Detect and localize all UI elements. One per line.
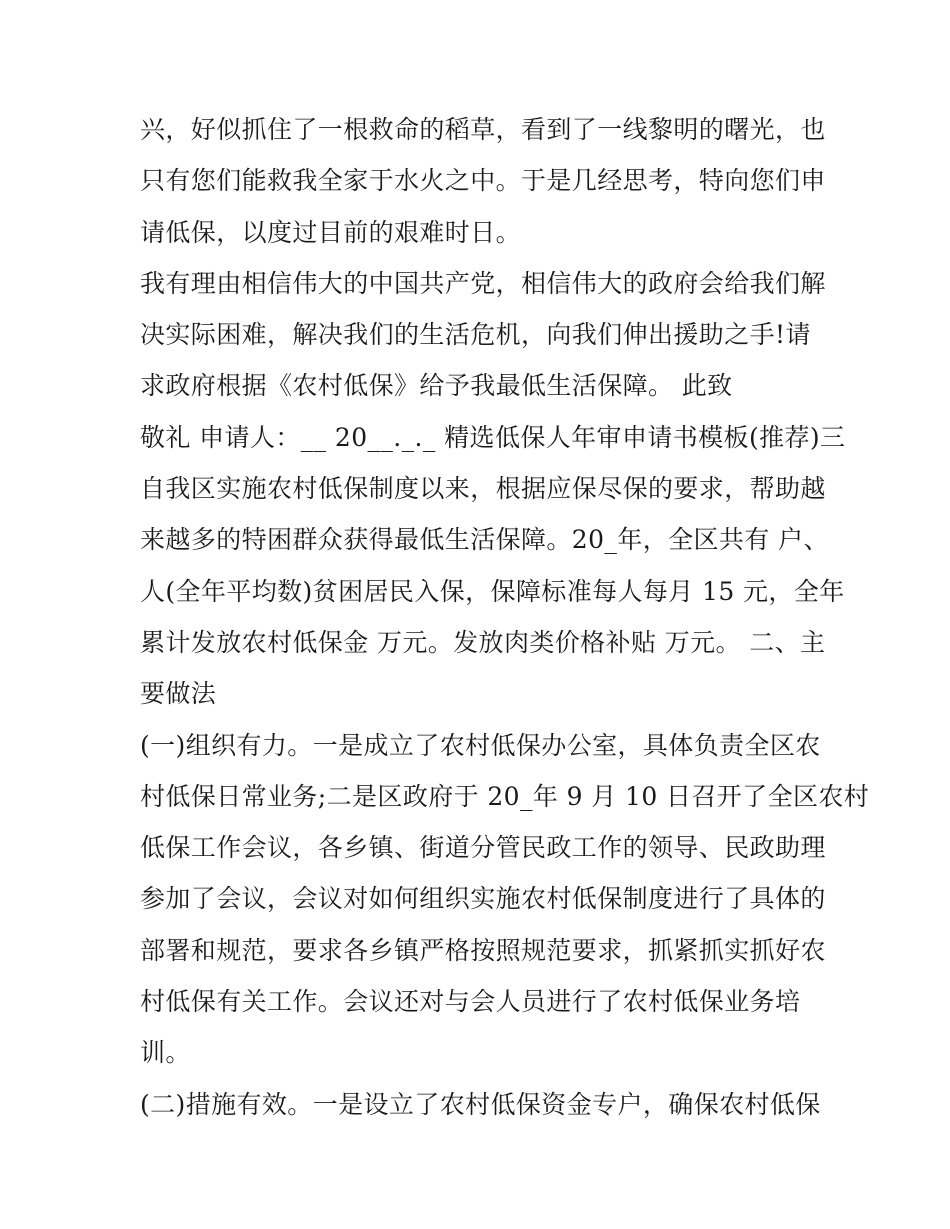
text-line: (二)措施有效。一是设立了农村低保资金专户，确保农村低保 <box>140 1089 821 1119</box>
text-line: 村低保日常业务;二是区政府于 20_年 9 月 10 日召开了全区农村 <box>140 781 870 811</box>
text-line: 部署和规范，要求各乡镇严格按照规范要求，抓紧抓实抓好农 <box>140 935 826 965</box>
document-body <box>140 104 870 1130</box>
text-line: 村低保有关工作。会议还对与会人员进行了农村低保业务培 <box>140 987 801 1017</box>
text-line: 来越多的特困群众获得最低生活保障。20_年，全区共有 户、 <box>140 525 829 555</box>
text-line: 敬礼 申请人：__ 20__._._ 精选低保人年审申请书模板(推荐)三 <box>140 422 846 452</box>
text-line: 自我区实施农村低保制度以来，根据应保尽保的要求，帮助越 <box>140 474 826 504</box>
text-line: (一)组织有力。一是成立了农村低保办公室，具体负责全区农 <box>140 730 821 760</box>
text-line: 只有您们能救我全家于水火之中。于是几经思考，特向您们申 <box>140 166 826 196</box>
text-line: 训。 <box>140 1038 191 1068</box>
text-line: 要做法 <box>140 679 217 709</box>
text-line: 累计发放农村低保金 万元。发放肉类价格补贴 万元。 二、主 <box>140 627 826 657</box>
text-line: 人(全年平均数)贫困居民入保，保障标准每人每月 15 元，全年 <box>140 576 845 606</box>
text-line: 求政府根据《农村低保》给予我最低生活保障。 此致 <box>140 371 733 401</box>
text-line: 我有理由相信伟大的中国共产党，相信伟大的政府会给我们解 <box>140 268 826 298</box>
text-line: 决实际困难，解决我们的生活危机，向我们伸出援助之手!请 <box>140 320 811 350</box>
text-line: 低保工作会议，各乡镇、街道分管民政工作的领导、民政助理 <box>140 833 826 863</box>
text-line: 兴，好似抓住了一根救命的稻草，看到了一线黎明的曙光，也 <box>140 115 826 144</box>
text-line: 参加了会议，会议对如何组织实施农村低保制度进行了具体的 <box>140 884 826 914</box>
text-line: 请低保，以度过目前的艰难时日。 <box>140 217 522 247</box>
